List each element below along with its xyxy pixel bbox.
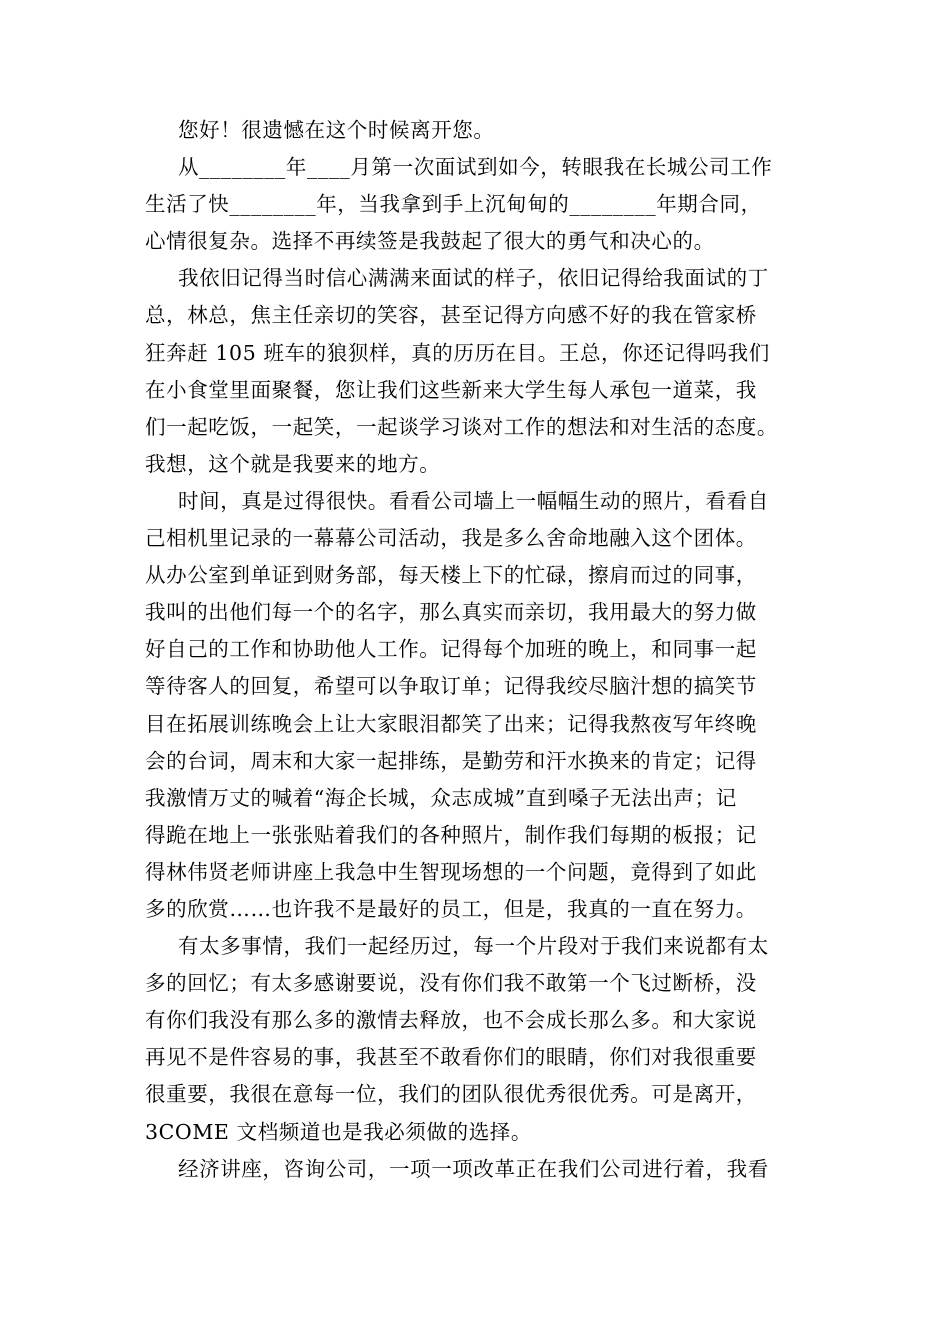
text-line: 我叫的出他们每一个的名字，那么真实而亲切，我用最大的努力做 bbox=[145, 600, 757, 625]
text-line: 从办公室到单证到财务部，每天楼上下的忙碌，擦肩而过的同事， bbox=[145, 563, 757, 588]
text-line: 再见不是件容易的事，我甚至不敢看你们的眼睛，你们对我很重要 bbox=[145, 1045, 757, 1070]
text-line: 从________年____月第一次面试到如今，转眼我在长城公司工作 bbox=[178, 155, 773, 180]
text-line: 多的回忆；有太多感谢要说，没有你们我不敢第一个飞过断桥，没 bbox=[145, 971, 757, 996]
paragraph-memories-interview bbox=[145, 260, 807, 483]
text-line: 有太多事情，我们一起经历过，每一个片段对于我们来说都有太 bbox=[178, 934, 769, 959]
paragraph-farewell bbox=[145, 928, 807, 1151]
text-line: 我想，这个就是我要来的地方。 bbox=[145, 451, 441, 476]
text-line: 多的欣赏……也许我不是最好的员工，但是，我真的一直在努力。 bbox=[145, 896, 757, 921]
text-line: 时间，真是过得很快。看看公司墙上一幅幅生动的照片，看看自 bbox=[178, 488, 769, 513]
text-line: 很重要，我很在意每一位，我们的团队很优秀很优秀。可是离开， bbox=[145, 1082, 757, 1107]
paragraph-contract bbox=[145, 149, 807, 260]
text-line: 总，林总，焦主任亲切的笑容，甚至记得方向感不好的我在管家桥 bbox=[145, 303, 757, 328]
text-line: 心情很复杂。选择不再续签是我鼓起了很大的勇气和决心的。 bbox=[145, 229, 715, 254]
text-line: 己相机里记录的一幕幕公司活动，我是多么舍命地融入这个团体。 bbox=[145, 526, 757, 551]
paragraph-greeting bbox=[145, 112, 807, 149]
text-line: 我激情万丈的喊着“海企长城，众志成城”直到嗓子无法出声；记 bbox=[145, 785, 737, 810]
text-line: 们一起吃饭，一起笑，一起谈学习谈对工作的想法和对生活的态度。 bbox=[145, 414, 778, 439]
text-line: 在小食堂里面聚餐，您让我们这些新来大学生每人承包一道菜，我 bbox=[145, 377, 757, 402]
text-line: 有你们我没有那么多的激情去释放，也不会成长那么多。和大家说 bbox=[145, 1008, 757, 1033]
text-line: 狂奔赶 105 班车的狼狈样，真的历历在目。王总，你还记得吗我们 bbox=[145, 340, 770, 365]
text-line: 会的台词，周末和大家一起排练，是勤劳和汗水换来的肯定；记得 bbox=[145, 748, 757, 773]
text-line: 得跪在地上一张张贴着我们的各种照片，制作我们每期的板报；记 bbox=[145, 822, 757, 847]
text-line: 目在拓展训练晚会上让大家眼泪都笑了出来；记得我熬夜写年终晚 bbox=[145, 711, 757, 736]
text-line: 得林伟贤老师讲座上我急中生智现场想的一个问题，竟得到了如此 bbox=[145, 859, 757, 884]
paragraph-reforms bbox=[145, 1151, 807, 1188]
text-line: 生活了快________年，当我拿到手上沉甸甸的________年期合同， bbox=[145, 192, 762, 217]
text-line: 我依旧记得当时信心满满来面试的样子，依旧记得给我面试的丁 bbox=[178, 266, 769, 291]
text-line: 等待客人的回复，希望可以争取订单；记得我绞尽脑汁想的搞笑节 bbox=[145, 674, 757, 699]
text-line: 好自己的工作和协助他人工作。记得每个加班的晚上，和同事一起 bbox=[145, 637, 757, 662]
letter-body bbox=[145, 112, 807, 1188]
paragraph-time-flies bbox=[145, 483, 807, 928]
text-line: 您好！很遗憾在这个时候离开您。 bbox=[178, 118, 495, 142]
text-line: 3COME 文档频道也是我必须做的选择。 bbox=[145, 1119, 533, 1144]
text-line: 经济讲座，咨询公司，一项一项改革正在我们公司进行着，我看 bbox=[178, 1156, 769, 1181]
